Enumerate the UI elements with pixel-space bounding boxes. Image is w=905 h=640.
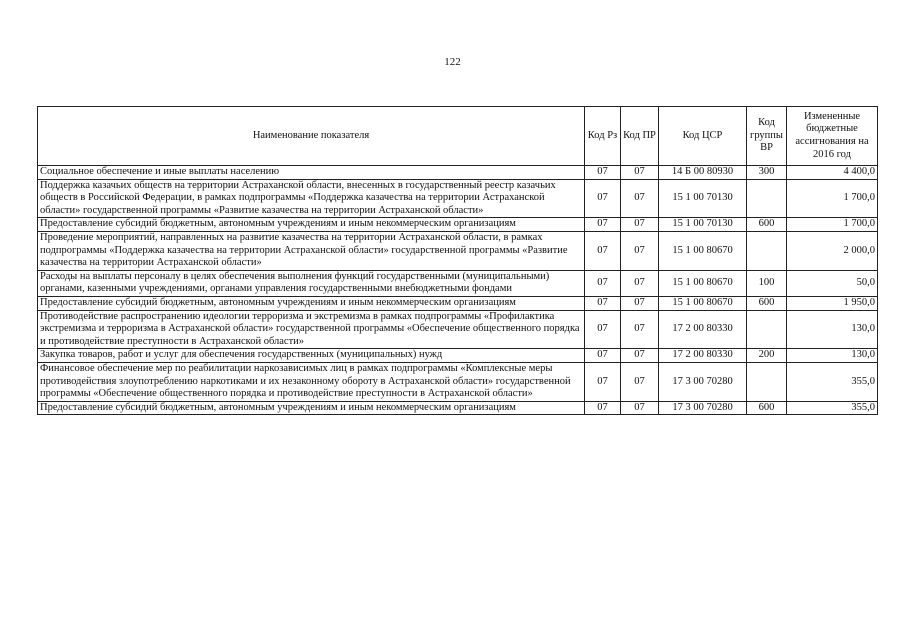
table-row xyxy=(38,296,878,310)
row-vr: 100 xyxy=(747,270,787,296)
row-pr: 07 xyxy=(621,401,659,415)
page-number: 122 xyxy=(444,56,461,68)
row-rz: 07 xyxy=(585,218,621,232)
table-row xyxy=(38,270,878,296)
row-csr: 14 Б 00 80930 xyxy=(659,166,747,180)
row-amount: 355,0 xyxy=(787,401,878,415)
table-row xyxy=(38,166,878,180)
row-pr: 07 xyxy=(621,362,659,401)
row-vr: 300 xyxy=(747,166,787,180)
budget-table xyxy=(37,106,878,415)
row-vr: 200 xyxy=(747,349,787,363)
header-rz: Код Рз xyxy=(585,107,621,166)
table-row xyxy=(38,231,878,270)
row-csr: 15 1 00 80670 xyxy=(659,231,747,270)
row-csr: 15 1 00 70130 xyxy=(659,179,747,218)
row-rz: 07 xyxy=(585,296,621,310)
row-pr: 07 xyxy=(621,349,659,363)
row-rz: 07 xyxy=(585,401,621,415)
table-row xyxy=(38,401,878,415)
row-amount: 130,0 xyxy=(787,349,878,363)
header-pr: Код ПР xyxy=(621,107,659,166)
row-vr: 600 xyxy=(747,401,787,415)
row-name: Предоставление субсидий бюджетным, автономным учреждениям и иным некоммерческим организациям xyxy=(38,401,585,415)
row-name: Предоставление субсидий бюджетным, автономным учреждениям и иным некоммерческим организациям xyxy=(38,296,585,310)
row-name: Предоставление субсидий бюджетным, автономным учреждениям и иным некоммерческим организациям xyxy=(38,218,585,232)
row-name: Закупка товаров, работ и услуг для обеспечения государственных (муниципальных) нужд xyxy=(38,349,585,363)
row-pr: 07 xyxy=(621,179,659,218)
row-name: Социальное обеспечение и иные выплаты населению xyxy=(38,166,585,180)
row-vr xyxy=(747,362,787,401)
row-csr: 17 2 00 80330 xyxy=(659,310,747,349)
table-row xyxy=(38,179,878,218)
table-header xyxy=(38,107,878,166)
row-amount: 1 700,0 xyxy=(787,179,878,218)
row-pr: 07 xyxy=(621,270,659,296)
row-vr xyxy=(747,310,787,349)
row-amount: 1 950,0 xyxy=(787,296,878,310)
row-rz: 07 xyxy=(585,310,621,349)
row-amount: 1 700,0 xyxy=(787,218,878,232)
row-pr: 07 xyxy=(621,310,659,349)
row-amount: 2 000,0 xyxy=(787,231,878,270)
row-vr xyxy=(747,231,787,270)
row-rz: 07 xyxy=(585,166,621,180)
row-rz: 07 xyxy=(585,270,621,296)
table-row xyxy=(38,218,878,232)
row-name: Финансовое обеспечение мер по реабилитации наркозависимых лиц в рамках подпрограммы «Комплексные меры противодействия злоупотреблению наркотиками и их незаконному обороту в Астраханской области» государственной программы «Обеспечение общественного порядка и противодействие преступности в Астраханской области» xyxy=(38,362,585,401)
row-pr: 07 xyxy=(621,166,659,180)
table-row xyxy=(38,362,878,401)
row-pr: 07 xyxy=(621,296,659,310)
row-name: Противодействие распространению идеологии терроризма и экстремизма в рамках подпрограммы «Профилактика экстремизма и терроризма в Астраханской области» государственной программы «Обеспечение общественного порядка и противодействие преступности в Астраханской области» xyxy=(38,310,585,349)
row-csr: 17 3 00 70280 xyxy=(659,362,747,401)
row-vr xyxy=(747,179,787,218)
row-vr: 600 xyxy=(747,296,787,310)
row-csr: 17 2 00 80330 xyxy=(659,349,747,363)
row-rz: 07 xyxy=(585,179,621,218)
row-rz: 07 xyxy=(585,362,621,401)
header-csr: Код ЦСР xyxy=(659,107,747,166)
table-row xyxy=(38,349,878,363)
header-amount: Измененные бюджетные ассигнования на 2016 год xyxy=(787,107,878,166)
row-rz: 07 xyxy=(585,231,621,270)
table-body xyxy=(38,166,878,415)
row-rz: 07 xyxy=(585,349,621,363)
row-csr: 15 1 00 80670 xyxy=(659,296,747,310)
row-vr: 600 xyxy=(747,218,787,232)
table-row xyxy=(38,310,878,349)
row-name: Расходы на выплаты персоналу в целях обеспечения выполнения функций государственными (муниципальными) органами, казенными учреждениями, органами управления государственными внебюджетными фондами xyxy=(38,270,585,296)
header-vr: Код группы ВР xyxy=(747,107,787,166)
row-amount: 130,0 xyxy=(787,310,878,349)
row-amount: 355,0 xyxy=(787,362,878,401)
row-pr: 07 xyxy=(621,231,659,270)
row-csr: 17 3 00 70280 xyxy=(659,401,747,415)
row-name: Проведение мероприятий, направленных на развитие казачества на территории Астраханской области, в рамках подпрограммы «Поддержка казачества на территории Астраханской области» государственной программы «Развитие казачества на территории Астраханской области» xyxy=(38,231,585,270)
row-amount: 4 400,0 xyxy=(787,166,878,180)
row-name: Поддержка казачьих обществ на территории Астраханской области, внесенных в государственный реестр казачьих обществ в Российской Федерации, в рамках подпрограммы «Поддержка казачества на территории Астраханской области» государственной программы «Развитие казачества на территории Астраханской области» xyxy=(38,179,585,218)
row-amount: 50,0 xyxy=(787,270,878,296)
row-csr: 15 1 00 70130 xyxy=(659,218,747,232)
row-csr: 15 1 00 80670 xyxy=(659,270,747,296)
row-pr: 07 xyxy=(621,218,659,232)
header-name: Наименование показателя xyxy=(38,107,585,166)
